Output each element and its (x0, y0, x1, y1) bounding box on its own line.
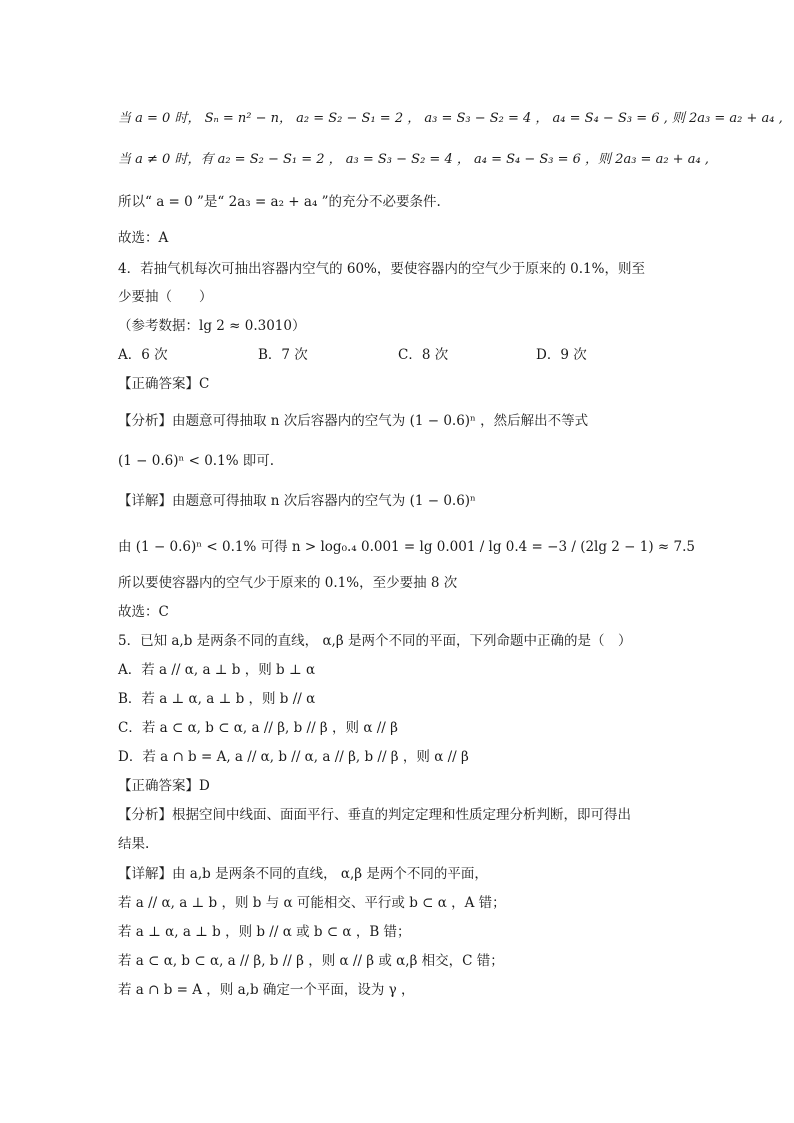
option-d: D．9 次 (536, 347, 587, 363)
question-4-line-2: 少要抽（ ） (118, 289, 213, 305)
question-5: 5．已知 a,b 是两条不同的直线， α,β 是两个不同的平面，下列命题中正确的是（ ） (118, 633, 632, 649)
answer-line-q3: 故选：A (118, 230, 169, 246)
question-5-option-c: C．若 a ⊂ α, b ⊂ α, a // β, b // β ，则 α // β (118, 720, 398, 736)
text-line-2: 当 a ≠ 0 时，有 a₂ = S₂ − S₁ = 2 ， a₃ = S₃ − S₂ = 4 ， a₄ = S₄ − S₃ = 6 ，则 2a₃ = a₂ + a₄ , (118, 152, 709, 167)
analysis-q4: 【分析】由题意可得抽取 n 次后容器内的空气为 (1 − 0.6)ⁿ ，然后解出不等式 (118, 413, 589, 429)
question-4-line-1: 4．若抽气机每次可抽出容器内空气的 60%，要使容器内的空气少于原来的 0.1%，则至 (118, 261, 645, 277)
answer-line-q4: 故选：C (118, 604, 169, 620)
option-b: B．7 次 (258, 347, 308, 363)
correct-answer-q5: 【正确答案】D (118, 778, 210, 794)
detail-q5-line-1: 【详解】由 a,b 是两条不同的直线， α,β 是两个不同的平面， (118, 866, 488, 882)
detail-q4-conclusion: 所以要使容器内的空气少于原来的 0.1%，至少要抽 8 次 (118, 575, 458, 591)
question-5-option-b: B．若 a ⊥ α, a ⊥ b ，则 b // α (118, 691, 316, 707)
detail-q4-equation: 由 (1 − 0.6)ⁿ < 0.1% 可得 n > log₀.₄ 0.001 = lg 0.001 / lg 0.4 = −3 / (2lg 2 − 1) ≈ 7.5 (118, 539, 695, 555)
detail-q4: 【详解】由题意可得抽取 n 次后容器内的空气为 (1 − 0.6)ⁿ (118, 493, 476, 509)
reference-data: （参考数据：lg 2 ≈ 0.3010） (118, 318, 306, 334)
text-line-3: 所以“ a = 0 ”是“ 2a₃ = a₂ + a₄ ”的充分不必要条件. (118, 194, 441, 210)
correct-answer-q4: 【正确答案】C (118, 376, 210, 392)
detail-q5-line-5: 若 a ∩ b = A ，则 a,b 确定一个平面，设为 γ ， (118, 982, 415, 998)
analysis-q5-line-1: 【分析】根据空间中线面、面面平行、垂直的判定定理和性质定理分析判断，即可得出 (118, 807, 631, 823)
text-line-1: 当 a = 0 时， Sₙ = n² − n， a₂ = S₂ − S₁ = 2 ， a₃ = S₃ − S₂ = 4 ， a₄ = S₄ − S₃ = 6 , 则 2a₃ = a₂ + a₄ , (118, 111, 783, 126)
detail-q5-line-2: 若 a // α, a ⊥ b ，则 b 与 α 可能相交、平行或 b ⊂ α ，A 错； (118, 895, 506, 911)
detail-q5-line-3: 若 a ⊥ α, a ⊥ b ，则 b // α 或 b ⊂ α ，B 错； (118, 924, 411, 940)
question-5-option-d: D．若 a ∩ b = A, a // α, b // α, a // β, b // β ，则 α // β (118, 749, 469, 765)
detail-q5-line-4: 若 a ⊂ α, b ⊂ α, a // β, b // β ，则 α // β 或 α,β 相交，C 错； (118, 953, 504, 969)
analysis-q4-cont: (1 − 0.6)ⁿ < 0.1% 即可. (118, 453, 275, 469)
option-c: C．8 次 (398, 347, 449, 363)
question-5-option-a: A．若 a // α, a ⊥ b ，则 b ⊥ α (118, 662, 316, 678)
analysis-q5-line-2: 结果. (118, 836, 150, 852)
option-a: A．6 次 (118, 347, 168, 363)
